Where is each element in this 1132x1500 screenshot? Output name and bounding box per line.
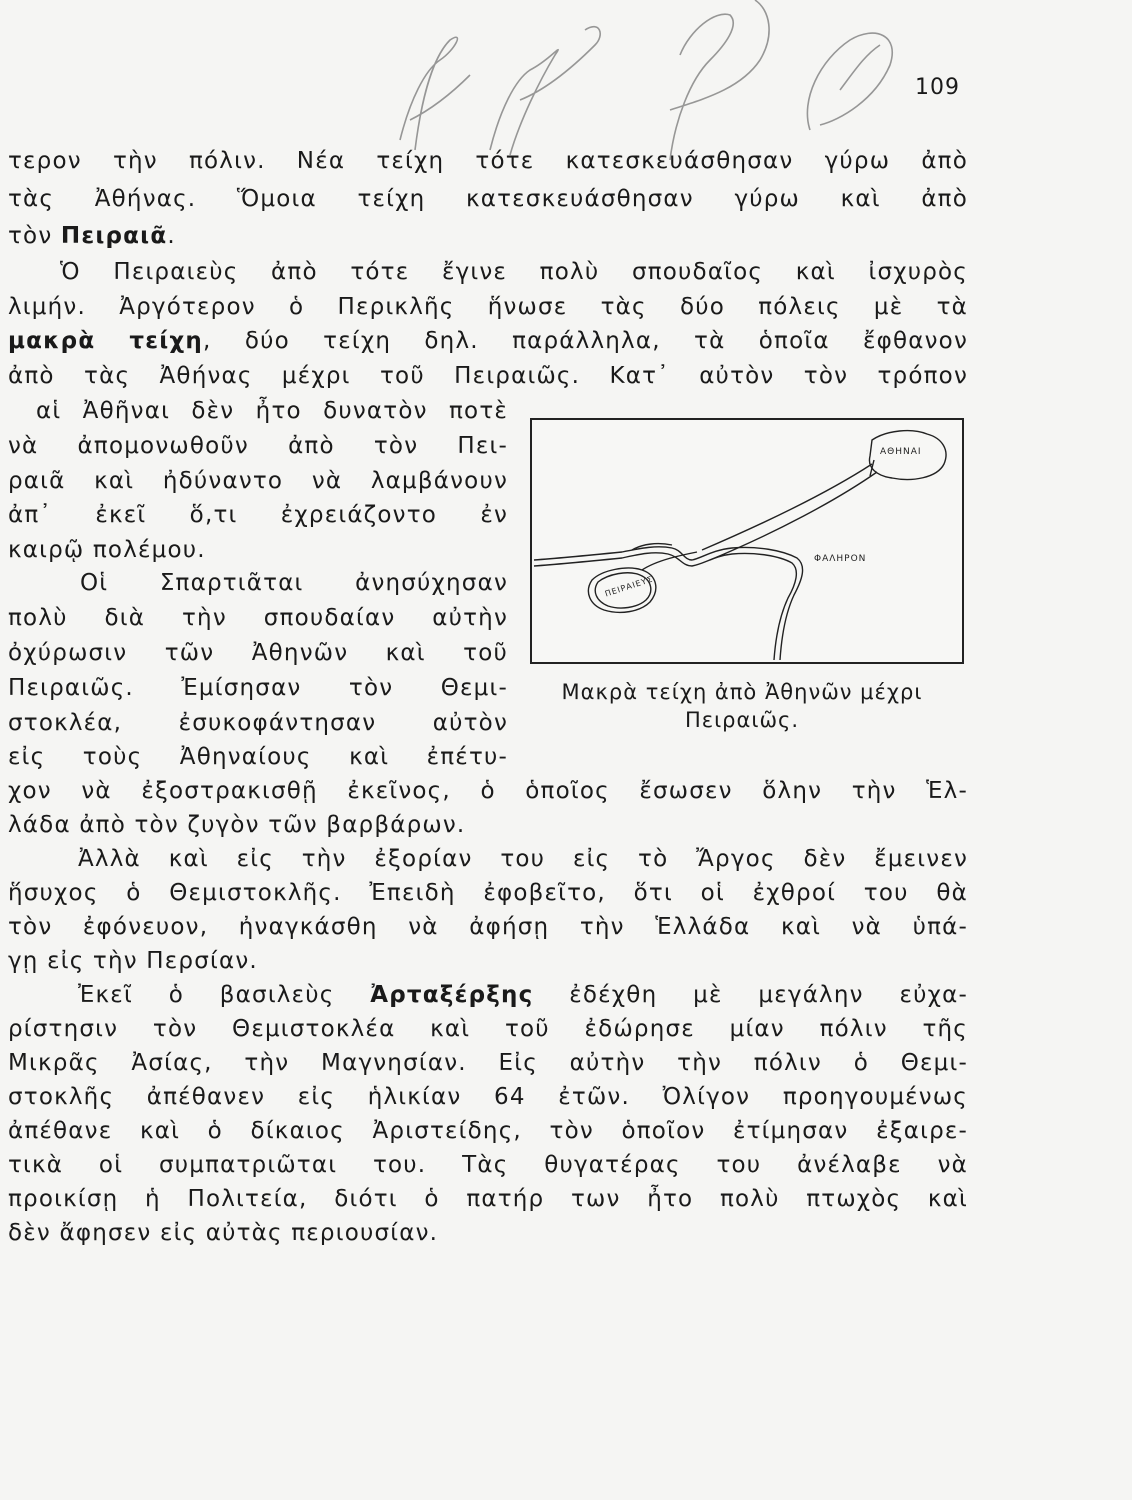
map-label-athens: ΑΘΗΝΑΙ <box>880 447 922 457</box>
long-wall-south <box>710 472 877 560</box>
text-fragment: Ἐκεῖ ὁ βασιλεὺς <box>78 982 371 1008</box>
map-label-phaleron: ΦΑΛΗΡΟΝ <box>814 554 867 564</box>
text-fragment: . <box>167 223 176 249</box>
text-fragment: τὸν <box>8 223 61 249</box>
long-walls-map <box>530 418 964 664</box>
map-label-piraeus: ΠΕΙΡΑΙΕΥΣ <box>603 574 655 599</box>
text-line: ἀπ᾽ ἐκεῖ ὅ,τι ἐχρειάζοντο ἐν <box>8 502 508 528</box>
text-line: ἀπὸ τὰς Ἀθήνας μέχρι τοῦ Πειραιῶς. Κατ᾽ αὐτὸν τὸν τρόπον <box>8 363 968 389</box>
text-fragment: ἐδέχθη μὲ μεγάλην εὐχα- <box>533 982 968 1008</box>
text-line: Μικρᾶς Ἀσίας, τὴν Μαγνησίαν. Εἰς αὐτὴν τὴν πόλιν ὁ Θεμι- <box>8 1050 968 1076</box>
text-line: ἥσυχος ὁ Θεμιστοκλῆς. Ἐπειδὴ ἐφοβεῖτο, ὅτι οἱ ἐχθροί του θὰ <box>8 880 968 906</box>
text-line <box>8 326 968 356</box>
text-line: ἀπέθανε καὶ ὁ δίκαιος Ἀριστείδης, τὸν ὁποῖον ἐτίμησαν ἐξαιρε- <box>8 1118 968 1144</box>
bold-term: Πειραιᾶ <box>60 223 168 249</box>
text-line: τικὰ οἱ συμπατριῶται του. Τὰς θυγατέρας του ἀνέλαβε νὰ <box>8 1152 968 1178</box>
text-line: Πειραιῶς. Ἐμίσησαν τὸν Θεμι- <box>8 675 508 701</box>
text-line: αἱ Ἀθῆναι δὲν ἦτο δυνατὸν ποτὲ <box>36 398 508 424</box>
long-wall-north <box>702 464 872 550</box>
text-line: δὲν ἄφησεν εἰς αὐτὰς περιουσίαν. <box>8 1220 439 1246</box>
text-line: Ἀλλὰ καὶ εἰς τὴν ἐξορίαν του εἰς τὸ Ἄργος δὲν ἔμεινεν <box>78 846 968 872</box>
text-line <box>8 221 968 251</box>
text-line: χον νὰ ἐξοστρακισθῇ ἐκεῖνος, ὁ ὁποῖος ἔσωσεν ὅλην τὴν Ἑλ- <box>8 778 968 804</box>
text-line: λάδα ἀπὸ τὸν ζυγὸν τῶν βαρβάρων. <box>8 812 466 838</box>
bold-term: Ἀρταξέρξης <box>370 982 534 1008</box>
text-line: τὰς Ἀθήνας. Ὅμοια τείχη κατεσκευάσθησαν γύρω καὶ ἀπὸ <box>8 186 968 212</box>
coastline <box>534 547 803 660</box>
text-line <box>78 980 968 1010</box>
text-line: λιμήν. Ἀργότερον ὁ Περικλῆς ἥνωσε τὰς δύο πόλεις μὲ τὰ <box>8 294 968 320</box>
text-line: προικίσῃ ἡ Πολιτεία, διότι ὁ πατήρ των ἦτο πολὺ πτωχὸς καὶ <box>8 1186 968 1212</box>
text-line: νὰ ἀπομονωθοῦν ἀπὸ τὸν Πει- <box>8 433 508 459</box>
text-line: Ὁ Πειραιεὺς ἀπὸ τότε ἔγινε πολὺ σπουδαῖος καὶ ἰσχυρὸς <box>60 259 968 285</box>
text-line: γῃ εἰς τὴν Περσίαν. <box>8 948 258 974</box>
text-line: στοκλέα, ἐσυκοφάντησαν αὐτὸν <box>8 710 508 736</box>
text-fragment: , δύο τείχη δηλ. παράλληλα, τὰ ὁποῖα ἔφθανον <box>203 328 969 354</box>
text-line: πολὺ διὰ τὴν σπουδαίαν αὐτὴν <box>8 605 508 631</box>
page-number: 109 <box>915 75 960 100</box>
text-line: τερον τὴν πόλιν. Νέα τείχη τότε κατεσκευάσθησαν γύρω ἀπὸ <box>8 148 968 174</box>
figure-caption: Πειραιῶς. <box>684 708 800 732</box>
text-line: τὸν ἐφόνευον, ἠναγκάσθη νὰ ἀφήσῃ τὴν Ἑλλάδα καὶ νὰ ὑπά- <box>8 914 968 940</box>
figure-caption: Μακρὰ τείχη ἀπὸ Ἀθηνῶν μέχρι <box>561 680 923 704</box>
text-line: ραιᾶ καὶ ἠδύναντο νὰ λαμβάνουν <box>8 468 508 494</box>
text-line: εἰς τοὺς Ἀθηναίους καὶ ἐπέτυ- <box>8 744 508 770</box>
text-line: ὀχύρωσιν τῶν Ἀθηνῶν καὶ τοῦ <box>8 640 508 666</box>
text-line: Οἱ Σπαρτιᾶται ἀνησύχησαν <box>80 570 508 596</box>
text-line: καιρῷ πολέμου. <box>8 537 206 563</box>
bold-term: μακρὰ τείχη <box>8 328 203 354</box>
text-line: στοκλῆς ἀπέθανεν εἰς ἡλικίαν 64 ἐτῶν. Ὀλίγον προηγουμένως <box>8 1084 968 1110</box>
handwritten-signatures <box>370 0 910 170</box>
text-line: ρίστησιν τὸν Θεμιστοκλέα καὶ τοῦ ἐδώρησε μίαν πόλιν τῆς <box>8 1016 968 1042</box>
